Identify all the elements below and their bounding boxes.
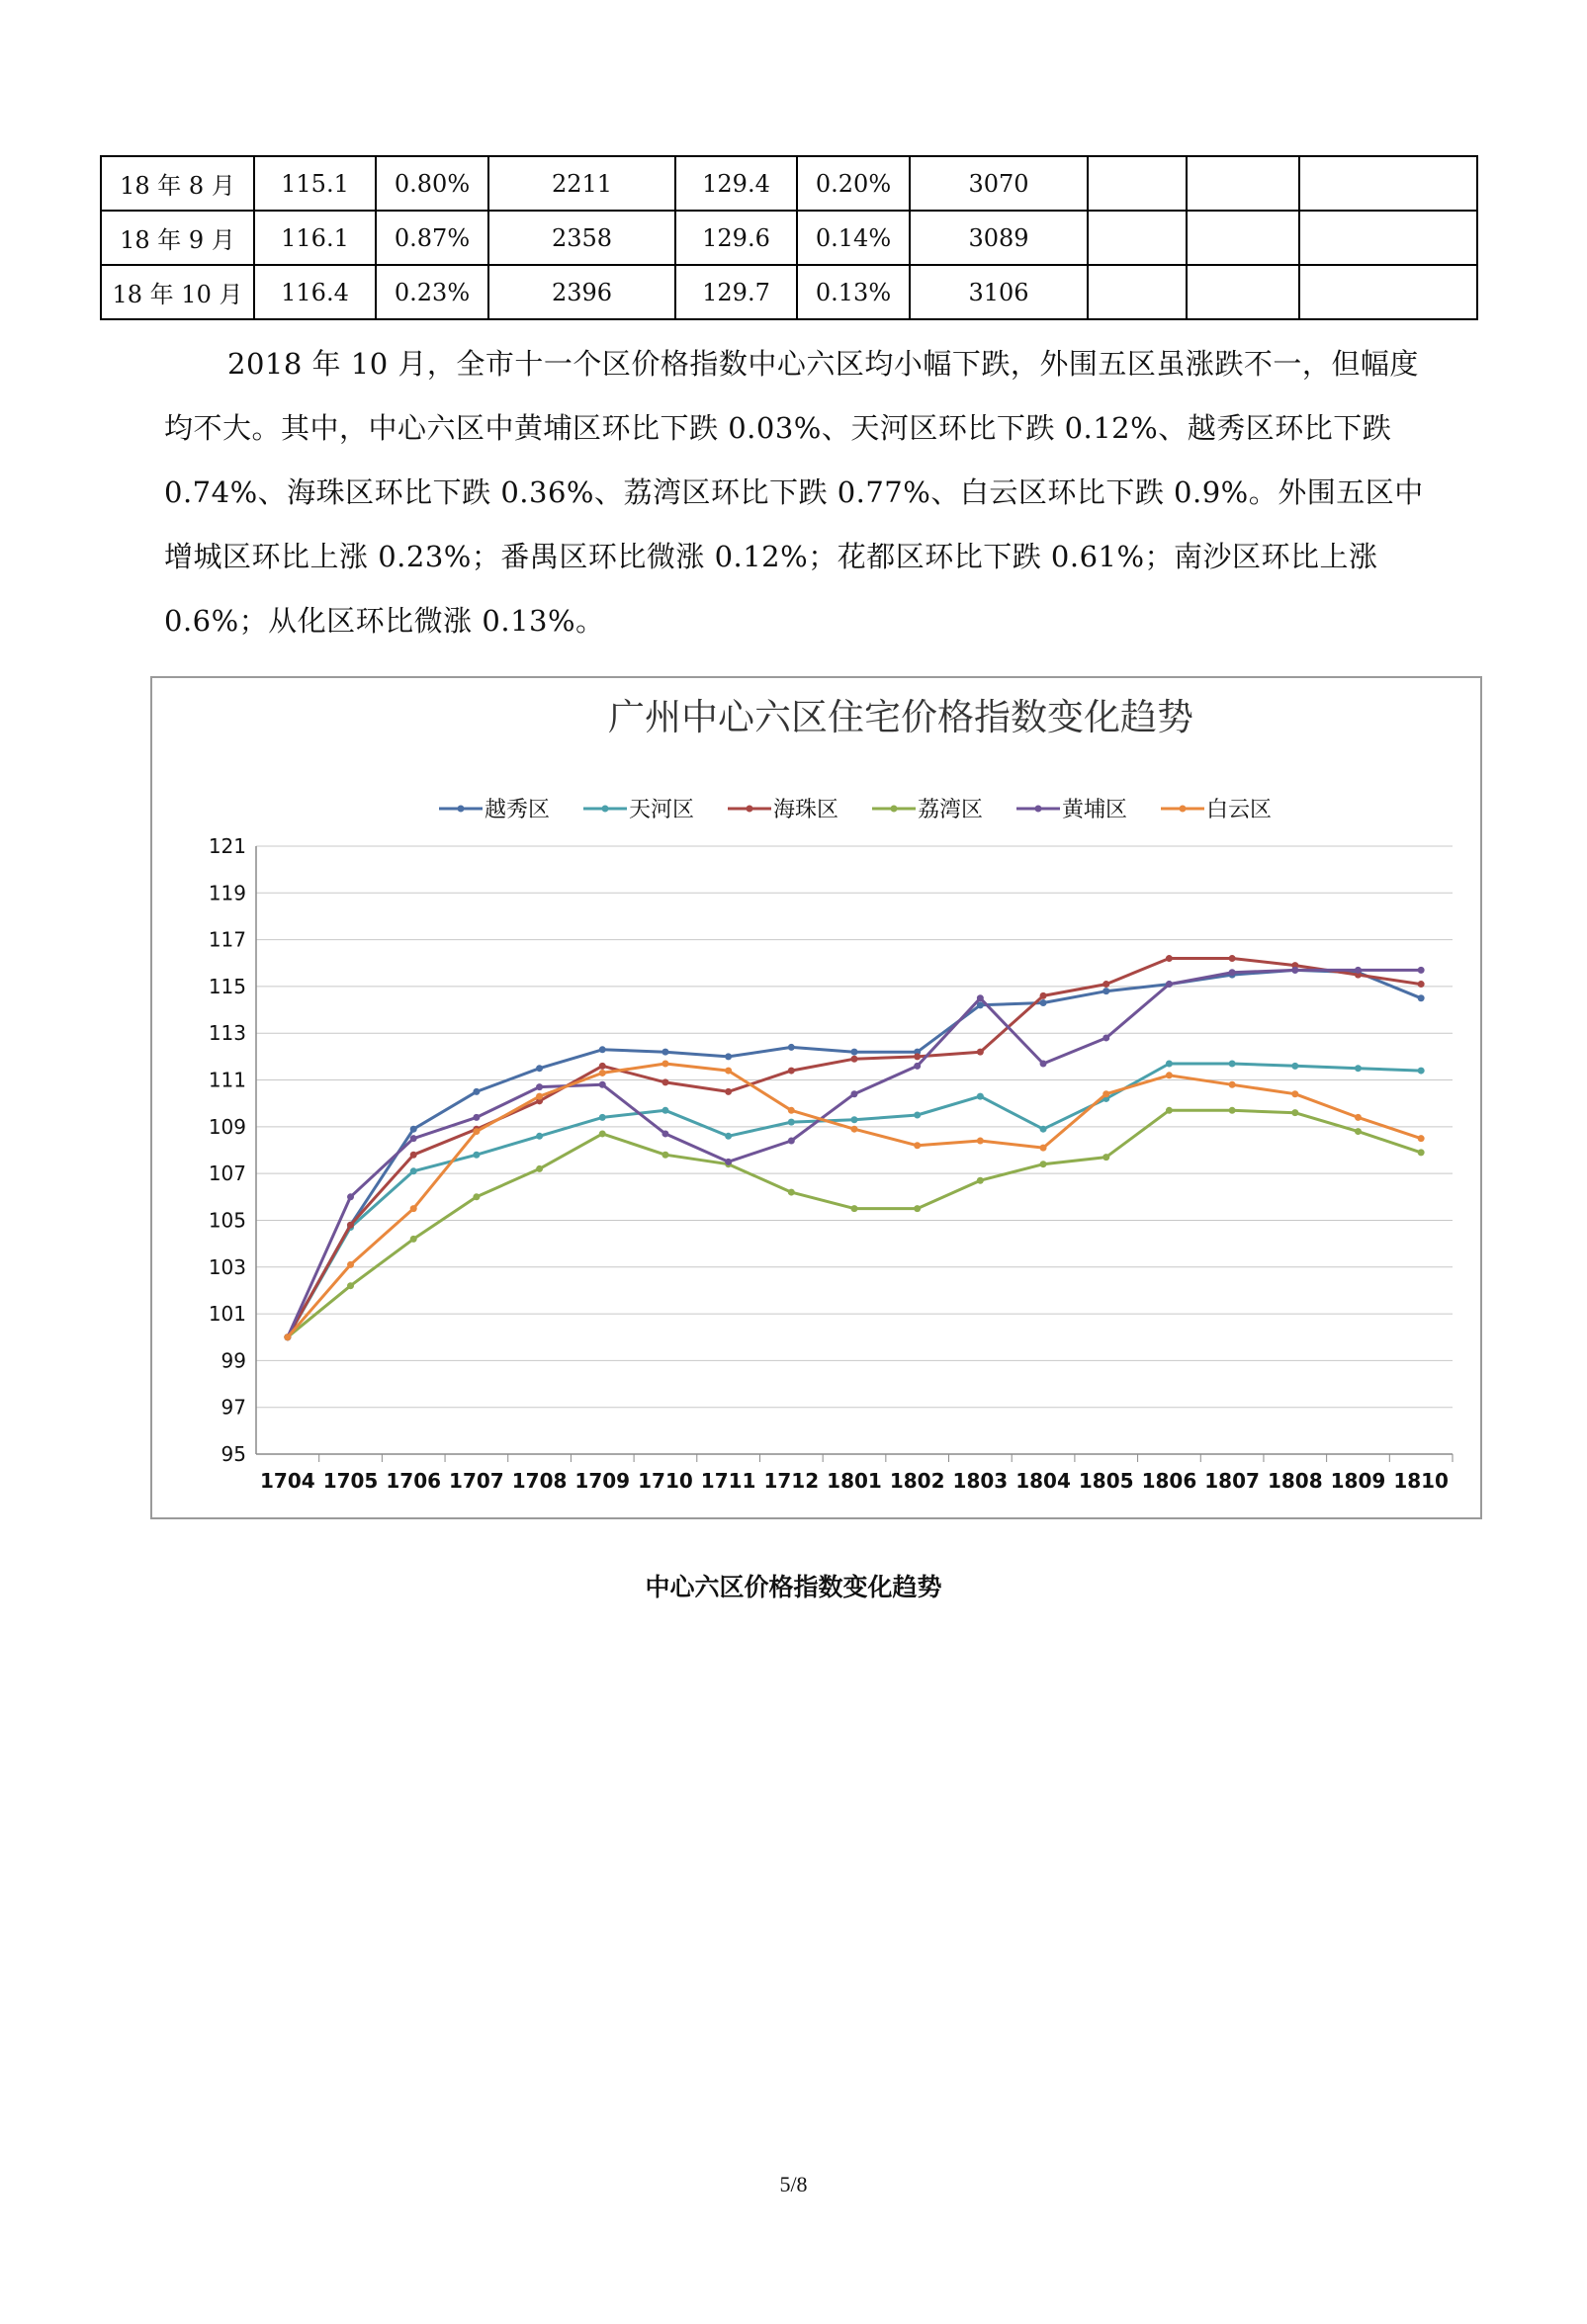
data-point bbox=[1291, 1063, 1298, 1070]
legend-label: 荔湾区 bbox=[918, 798, 984, 822]
data-point bbox=[536, 1065, 543, 1072]
data-point bbox=[1418, 981, 1425, 988]
y-tick-label: 103 bbox=[208, 1254, 246, 1279]
data-point bbox=[851, 1049, 858, 1056]
table-cell bbox=[1299, 211, 1477, 265]
page-number: 5/8 bbox=[779, 2172, 808, 2196]
data-point bbox=[473, 1152, 480, 1159]
y-tick-label: 109 bbox=[208, 1114, 246, 1139]
x-tick-label: 1805 bbox=[1078, 1469, 1134, 1493]
x-tick-label: 1709 bbox=[574, 1469, 631, 1493]
data-point bbox=[788, 1107, 795, 1114]
x-tick-label: 1808 bbox=[1267, 1469, 1323, 1493]
body-paragraph: 2018 年 10 月，全市十一个区价格指数中心六区均小幅下跌，外围五区虽涨跌不一，但幅度均不大。其中，中心六区中黄埔区环比下跌 0.03%、天河区环比下跌 0.12%、越秀区环比下跌 0.74%、海珠区环比下跌 0.36%、荔湾区环比下跌 0.77%、白云区环比下跌 0.9%。外围五区中增城区环比上涨 0.23%；番禺区环比微涨 0.12%；花都区环比下跌 0.61%；南沙区环比上涨 0.6%；从化区环比微涨 0.13%。 bbox=[164, 347, 1424, 638]
data-point bbox=[788, 1068, 795, 1075]
data-point bbox=[536, 1133, 543, 1140]
series-line bbox=[288, 1064, 1421, 1337]
data-point bbox=[1040, 1126, 1047, 1133]
legend-marker bbox=[458, 806, 465, 813]
x-tick-label: 1804 bbox=[1015, 1469, 1071, 1493]
data-point bbox=[914, 1063, 921, 1070]
data-point bbox=[788, 1189, 795, 1196]
data-point bbox=[347, 1193, 354, 1200]
data-point bbox=[1102, 981, 1109, 988]
data-point bbox=[1040, 999, 1047, 1006]
table-cell: 129.4 bbox=[675, 156, 797, 211]
data-point bbox=[1291, 1109, 1298, 1116]
data-point bbox=[914, 1142, 921, 1149]
table-cell: 0.20% bbox=[797, 156, 910, 211]
data-point bbox=[977, 1049, 984, 1056]
data-point bbox=[1355, 967, 1362, 974]
legend-marker bbox=[891, 806, 898, 813]
data-point bbox=[599, 1130, 606, 1137]
data-point bbox=[914, 1205, 921, 1212]
data-point bbox=[1418, 1068, 1425, 1075]
table-cell: 0.87% bbox=[376, 211, 488, 265]
x-tick-label: 1710 bbox=[638, 1469, 693, 1493]
data-point bbox=[725, 1068, 732, 1075]
data-point bbox=[410, 1205, 417, 1212]
legend-label: 越秀区 bbox=[485, 798, 551, 822]
table-cell: 2396 bbox=[488, 265, 675, 319]
y-tick-label: 97 bbox=[220, 1395, 246, 1420]
data-point bbox=[347, 1222, 354, 1229]
table-cell: 116.1 bbox=[254, 211, 376, 265]
legend-label: 白云区 bbox=[1206, 798, 1273, 822]
x-tick-label: 1704 bbox=[260, 1469, 315, 1493]
y-tick-label: 115 bbox=[208, 974, 246, 998]
legend-label: 黄埔区 bbox=[1062, 798, 1128, 822]
legend-label: 海珠区 bbox=[773, 798, 839, 822]
data-point bbox=[1418, 1149, 1425, 1156]
y-tick-label: 107 bbox=[208, 1162, 246, 1186]
data-point bbox=[599, 1046, 606, 1053]
data-point bbox=[851, 1205, 858, 1212]
series-4 bbox=[284, 1107, 1424, 1340]
table-cell: 3106 bbox=[910, 265, 1088, 319]
data-point bbox=[977, 1138, 984, 1145]
table-cell bbox=[1187, 211, 1299, 265]
x-tick-label: 1806 bbox=[1141, 1469, 1197, 1493]
data-point bbox=[661, 1107, 668, 1114]
data-point bbox=[473, 1193, 480, 1200]
series-1 bbox=[284, 967, 1424, 1340]
table-cell: 116.4 bbox=[254, 265, 376, 319]
data-point bbox=[1166, 955, 1173, 962]
x-tick-label: 1705 bbox=[322, 1469, 379, 1493]
chart-series bbox=[284, 955, 1424, 1340]
data-point bbox=[410, 1236, 417, 1243]
x-tick-label: 1711 bbox=[700, 1469, 756, 1493]
series-3 bbox=[284, 955, 1424, 1340]
data-point bbox=[788, 1119, 795, 1126]
table-cell: 2211 bbox=[488, 156, 675, 211]
series-5 bbox=[284, 967, 1424, 1340]
data-point bbox=[914, 1053, 921, 1060]
data-point bbox=[977, 994, 984, 1001]
data-point bbox=[410, 1126, 417, 1133]
figure-caption: 中心六区价格指数变化趋势 bbox=[645, 1573, 942, 1601]
data-point bbox=[661, 1078, 668, 1085]
x-tick-label: 1802 bbox=[889, 1469, 945, 1493]
data-point bbox=[914, 1112, 921, 1119]
data-point bbox=[599, 1114, 606, 1121]
y-tick-label: 99 bbox=[220, 1348, 246, 1373]
data-point bbox=[1166, 1107, 1173, 1114]
data-point bbox=[851, 1116, 858, 1123]
table-cell: 0.80% bbox=[376, 156, 488, 211]
data-point bbox=[725, 1159, 732, 1165]
y-tick-label: 117 bbox=[208, 927, 246, 952]
table-cell bbox=[1187, 156, 1299, 211]
table-cell: 18 年 8 月 bbox=[101, 156, 254, 211]
series-line bbox=[288, 959, 1421, 1337]
data-point bbox=[725, 1088, 732, 1095]
data-point bbox=[347, 1282, 354, 1289]
data-point bbox=[1166, 981, 1173, 988]
table-row bbox=[101, 211, 1477, 265]
data-point bbox=[410, 1152, 417, 1159]
legend-marker bbox=[747, 806, 753, 813]
table-cell: 3070 bbox=[910, 156, 1088, 211]
table-cell: 3089 bbox=[910, 211, 1088, 265]
data-point bbox=[1418, 994, 1425, 1001]
series-line bbox=[288, 1110, 1421, 1336]
data-point bbox=[1102, 988, 1109, 994]
data-point bbox=[788, 1138, 795, 1145]
legend-marker bbox=[1035, 806, 1042, 813]
data-point bbox=[1418, 967, 1425, 974]
data-point bbox=[1291, 967, 1298, 974]
x-tick-label: 1712 bbox=[763, 1469, 820, 1493]
price-index-table bbox=[100, 155, 1478, 320]
x-tick-label: 1707 bbox=[449, 1469, 504, 1493]
table-row bbox=[101, 265, 1477, 319]
data-point bbox=[536, 1093, 543, 1100]
x-tick-label: 1810 bbox=[1393, 1469, 1449, 1493]
table-cell: 0.14% bbox=[797, 211, 910, 265]
data-point bbox=[1040, 1145, 1047, 1152]
table-cell: 2358 bbox=[488, 211, 675, 265]
data-point bbox=[661, 1130, 668, 1137]
table-cell: 129.7 bbox=[675, 265, 797, 319]
data-point bbox=[851, 1126, 858, 1133]
x-tick-label: 1706 bbox=[386, 1469, 442, 1493]
data-point bbox=[851, 1090, 858, 1097]
table-cell bbox=[1088, 211, 1187, 265]
data-point bbox=[725, 1133, 732, 1140]
y-tick-label: 113 bbox=[208, 1021, 246, 1046]
data-point bbox=[661, 1060, 668, 1067]
y-tick-label: 121 bbox=[208, 834, 246, 858]
data-point bbox=[473, 1114, 480, 1121]
table-cell: 0.23% bbox=[376, 265, 488, 319]
data-point bbox=[1355, 1114, 1362, 1121]
table-cell: 129.6 bbox=[675, 211, 797, 265]
x-tick-label: 1708 bbox=[511, 1469, 568, 1493]
data-point bbox=[536, 1083, 543, 1090]
data-point bbox=[410, 1167, 417, 1174]
y-tick-label: 119 bbox=[208, 881, 246, 905]
y-tick-label: 101 bbox=[208, 1302, 246, 1327]
data-point bbox=[1229, 955, 1236, 962]
data-point bbox=[661, 1049, 668, 1056]
table-cell bbox=[1088, 265, 1187, 319]
data-point bbox=[1291, 1090, 1298, 1097]
table-cell: 0.13% bbox=[797, 265, 910, 319]
data-point bbox=[1229, 1060, 1236, 1067]
line-chart bbox=[152, 678, 1480, 1517]
table-cell bbox=[1299, 265, 1477, 319]
table-row bbox=[101, 156, 1477, 211]
series-6 bbox=[284, 1060, 1424, 1340]
data-point bbox=[725, 1053, 732, 1060]
data-point bbox=[599, 1070, 606, 1076]
data-point bbox=[599, 1081, 606, 1088]
data-point bbox=[1040, 1161, 1047, 1167]
table-cell bbox=[1088, 156, 1187, 211]
data-point bbox=[788, 1044, 795, 1051]
data-point bbox=[473, 1088, 480, 1095]
table-cell: 18 年 10 月 bbox=[101, 265, 254, 319]
data-point bbox=[1355, 1065, 1362, 1072]
x-axis bbox=[260, 1454, 1453, 1493]
data-point bbox=[977, 1093, 984, 1100]
data-point bbox=[1102, 1090, 1109, 1097]
table-cell: 115.1 bbox=[254, 156, 376, 211]
chart-title: 广州中心六区住宅价格指数变化趋势 bbox=[608, 696, 1193, 738]
data-point bbox=[1102, 1034, 1109, 1041]
data-point bbox=[1229, 1107, 1236, 1114]
data-point bbox=[1355, 1128, 1362, 1135]
data-point bbox=[977, 1177, 984, 1184]
y-axis bbox=[209, 834, 256, 1466]
legend-marker bbox=[602, 806, 609, 813]
legend-label: 天河区 bbox=[629, 798, 695, 822]
data-point bbox=[1102, 1154, 1109, 1161]
table-cell bbox=[1187, 265, 1299, 319]
data-point bbox=[1040, 992, 1047, 999]
data-point bbox=[1229, 969, 1236, 976]
table-cell bbox=[1299, 156, 1477, 211]
data-point bbox=[1418, 1135, 1425, 1142]
x-tick-label: 1801 bbox=[827, 1469, 882, 1493]
y-tick-label: 105 bbox=[208, 1208, 246, 1233]
series-2 bbox=[284, 1060, 1424, 1340]
chart-frame bbox=[150, 676, 1482, 1519]
legend-marker bbox=[1180, 806, 1187, 813]
data-point bbox=[284, 1334, 291, 1340]
data-point bbox=[410, 1135, 417, 1142]
data-point bbox=[473, 1128, 480, 1135]
data-point bbox=[347, 1261, 354, 1268]
data-point bbox=[1166, 1072, 1173, 1078]
x-tick-label: 1807 bbox=[1204, 1469, 1260, 1493]
data-point bbox=[1166, 1060, 1173, 1067]
x-tick-label: 1803 bbox=[952, 1469, 1009, 1493]
data-point bbox=[1229, 1081, 1236, 1088]
y-tick-label: 111 bbox=[208, 1068, 246, 1092]
x-tick-label: 1809 bbox=[1330, 1469, 1386, 1493]
data-point bbox=[536, 1165, 543, 1172]
data-point bbox=[1040, 1060, 1047, 1067]
data-point bbox=[661, 1152, 668, 1159]
table-cell: 18 年 9 月 bbox=[101, 211, 254, 265]
series-line bbox=[288, 1064, 1421, 1337]
data-point bbox=[851, 1056, 858, 1063]
data-point bbox=[599, 1063, 606, 1070]
chart-gridlines bbox=[256, 846, 1453, 1454]
chart-legend bbox=[439, 798, 1272, 822]
y-tick-label: 95 bbox=[220, 1442, 246, 1466]
